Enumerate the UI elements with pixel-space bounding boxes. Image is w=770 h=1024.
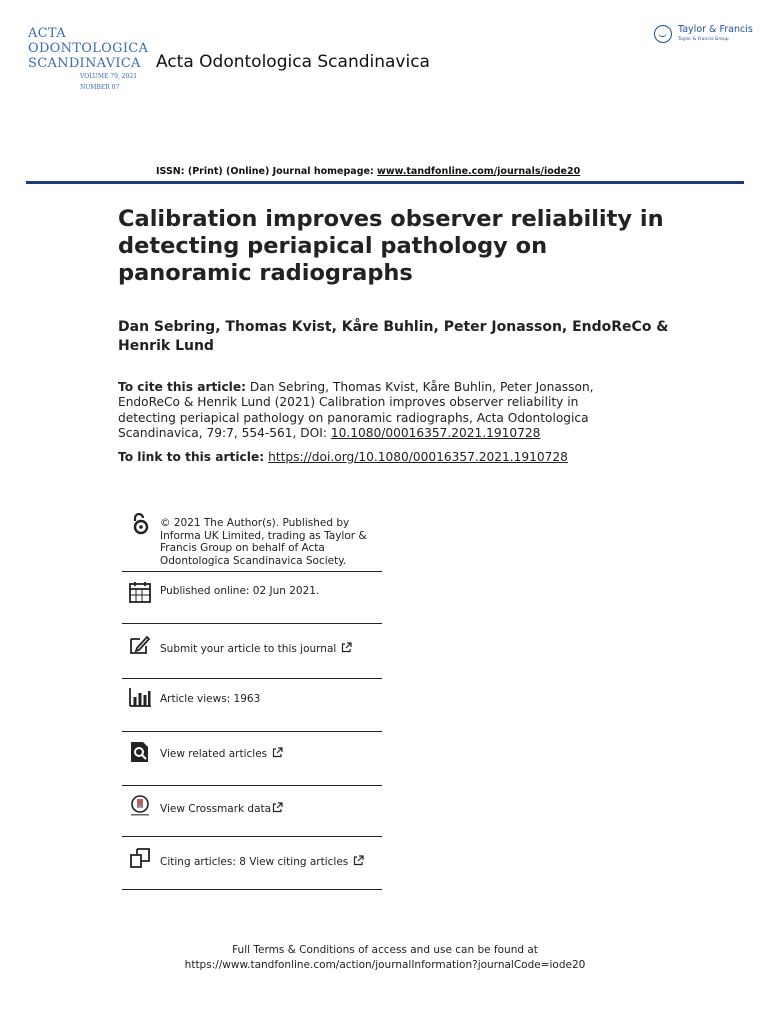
link-label: To link to this article: <box>118 450 265 464</box>
cover-title-line2: ODONTOLOGICA <box>28 41 149 56</box>
bar-chart-icon <box>128 685 152 709</box>
edit-icon <box>128 633 152 657</box>
publisher-logo <box>654 22 754 48</box>
views-row <box>122 679 382 732</box>
view-crossmark-link[interactable]: View Crossmark data <box>160 803 272 815</box>
journal-cover-logo <box>28 26 149 136</box>
cite-label: To cite this article: <box>118 380 247 394</box>
cite-text: Dan Sebring, Thomas Kvist, Kåre Buhlin, Peter Jonasson, EndoReCo & Henrik Lund (2021) Calibration improves observer reliability in detecting periapical pathology on panoramic radiographs, Acta Odontologica Scandinavica, 79:7, 554-561, DOI: <box>118 380 594 441</box>
article-views: Article views: 1963 <box>160 693 261 705</box>
citing-articles-link[interactable]: Citing articles: 8 View citing articles <box>160 856 349 868</box>
article-authors: Dan Sebring, Thomas Kvist, Kåre Buhlin, Peter Jonasson, EndoReCo & Henrik Lund <box>118 319 669 354</box>
header-divider <box>26 181 744 184</box>
cover-number: NUMBER 07 <box>80 84 120 91</box>
external-link-icon <box>341 642 352 653</box>
copyright-text: © 2021 The Author(s). Published by Informa UK Limited, trading as Taylor & Francis Group on behalf of Acta Odontologica Scandinavica Society. <box>160 517 367 567</box>
citation-icon <box>128 846 152 870</box>
journal-title: Acta Odontologica Scandinavica <box>156 52 430 72</box>
cite-doi-link[interactable]: 10.1080/00016357.2021.1910728 <box>330 426 541 441</box>
citing-row[interactable] <box>122 837 382 890</box>
cover-volume: VOLUME 79, 2021 <box>80 73 138 80</box>
external-link-icon <box>272 802 283 813</box>
footer-line1: Full Terms & Conditions of access and use can be found at <box>232 944 538 956</box>
open-access-icon <box>128 512 152 536</box>
crossmark-icon <box>128 794 152 818</box>
journal-homepage-link[interactable]: www.tandfonline.com/journals/iode20 <box>377 166 581 177</box>
cover-title-line1: ACTA <box>28 26 66 41</box>
document-search-icon <box>128 740 152 764</box>
terms-footer <box>100 943 670 972</box>
open-access-row <box>122 506 382 572</box>
footer-terms-link[interactable]: https://www.tandfonline.com/action/journalInformation?journalCode=iode20 <box>184 958 586 971</box>
view-related-articles-link[interactable]: View related articles <box>160 748 268 760</box>
article-title: Calibration improves observer reliability in detecting periapical pathology on panoramic radiographs <box>118 206 664 286</box>
published-date: Published online: 02 Jun 2021. <box>160 585 320 597</box>
article-info-list <box>122 506 382 890</box>
article-doi-link[interactable]: https://doi.org/10.1080/00016357.2021.1910728 <box>268 450 568 464</box>
publisher-subname: Taylor & Francis Group <box>678 37 729 42</box>
calendar-icon <box>128 580 152 604</box>
citation-block <box>118 380 638 442</box>
external-link-icon <box>272 747 283 758</box>
issn-prefix: ISSN: (Print) (Online) Journal homepage: <box>156 166 378 177</box>
publisher-name: Taylor & Francis <box>678 24 753 35</box>
submit-article-link[interactable]: Submit your article to this journal <box>160 643 337 655</box>
issn-line <box>156 166 580 177</box>
publisher-logo-icon <box>654 25 672 43</box>
article-link-line <box>118 450 568 464</box>
submit-row[interactable] <box>122 624 382 679</box>
related-row[interactable] <box>122 732 382 786</box>
external-link-icon <box>353 855 364 866</box>
crossmark-row[interactable] <box>122 786 382 837</box>
published-row <box>122 572 382 624</box>
cover-title-line3: SCANDINAVICA <box>28 56 141 71</box>
